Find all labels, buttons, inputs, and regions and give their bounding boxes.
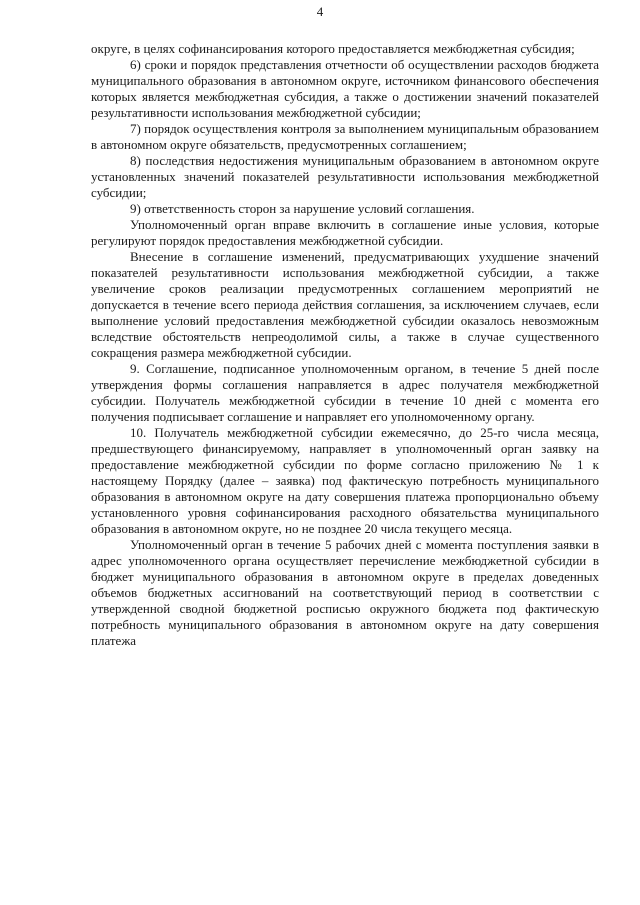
- paragraph: 10. Получатель межбюджетной субсидии ежемесячно, до 25-го числа месяца, предшествующего финансируемому, направляет в уполномоченный орган заявку на предоставление межбюджетной субсидии по форме согласно приложению № 1 к настоящему Порядку (далее – заявка) под фактическую потребность муниципального образования в автономном округе на дату совершения платежа пропорционально объему установленного уровня софинансирования расходного обязательства муниципального образования в автономном округе, но не позднее 20 числа текущего месяца.: [91, 425, 599, 536]
- paragraph: Уполномоченный орган в течение 5 рабочих дней с момента поступления заявки в адрес уполномоченного органа осуществляет перечисление межбюджетной субсидии в бюджет муниципального образования в автономном округе в пределах доведенных объемов бюджетных ассигнований на соответствующий период в соответствии с утвержденной сводной бюджетной росписью окружного бюджета под фактическую потребность муниципального образования в автономном округе на дату совершения платежа: [91, 537, 599, 648]
- document-body: [91, 41, 599, 649]
- paragraph: 8) последствия недостижения муниципальным образованием в автономном округе установленных значений показателей результативности использования межбюджетной субсидии;: [91, 153, 599, 200]
- paragraph: 7) порядок осуществления контроля за выполнением муниципальным образованием в автономном округе обязательств, предусмотренных соглашением;: [91, 121, 599, 152]
- paragraph: Внесение в соглашение изменений, предусматривающих ухудшение значений показателей результативности использования межбюджетной субсидии, а также увеличение сроков реализации предусмотренных соглашением мероприятий не допускается в течение всего периода действия соглашения, за исключением случаев, если выполнение условий предоставления межбюджетной субсидии оказалось невозможным вследствие обстоятельств непреодолимой силы, а также в случае существенного сокращения размера межбюджетной субсидии.: [91, 249, 599, 360]
- page-number: 4: [316, 4, 324, 19]
- paragraph: 6) сроки и порядок представления отчетности об осуществлении расходов бюджета муниципального образования в автономном округе, источником финансового обеспечения которых является межбюджетная субсидия, а также о достижении значений показателей результативности использования межбюджетной субсидии;: [91, 57, 599, 120]
- paragraph: 9. Соглашение, подписанное уполномоченным органом, в течение 5 дней после утверждения формы соглашения направляется в адрес получателя межбюджетной субсидии. Получатель межбюджетной субсидии в течение 10 дней с момента его получения подписывает соглашение и направляет его уполномоченному органу.: [91, 361, 599, 424]
- paragraph: округе, в целях софинансирования которого предоставляется межбюджетная субсидия;: [91, 41, 575, 56]
- paragraph: 9) ответственность сторон за нарушение условий соглашения.: [130, 201, 475, 216]
- paragraph: Уполномоченный орган вправе включить в соглашение иные условия, которые регулируют порядок предоставления межбюджетной субсидии.: [91, 217, 599, 248]
